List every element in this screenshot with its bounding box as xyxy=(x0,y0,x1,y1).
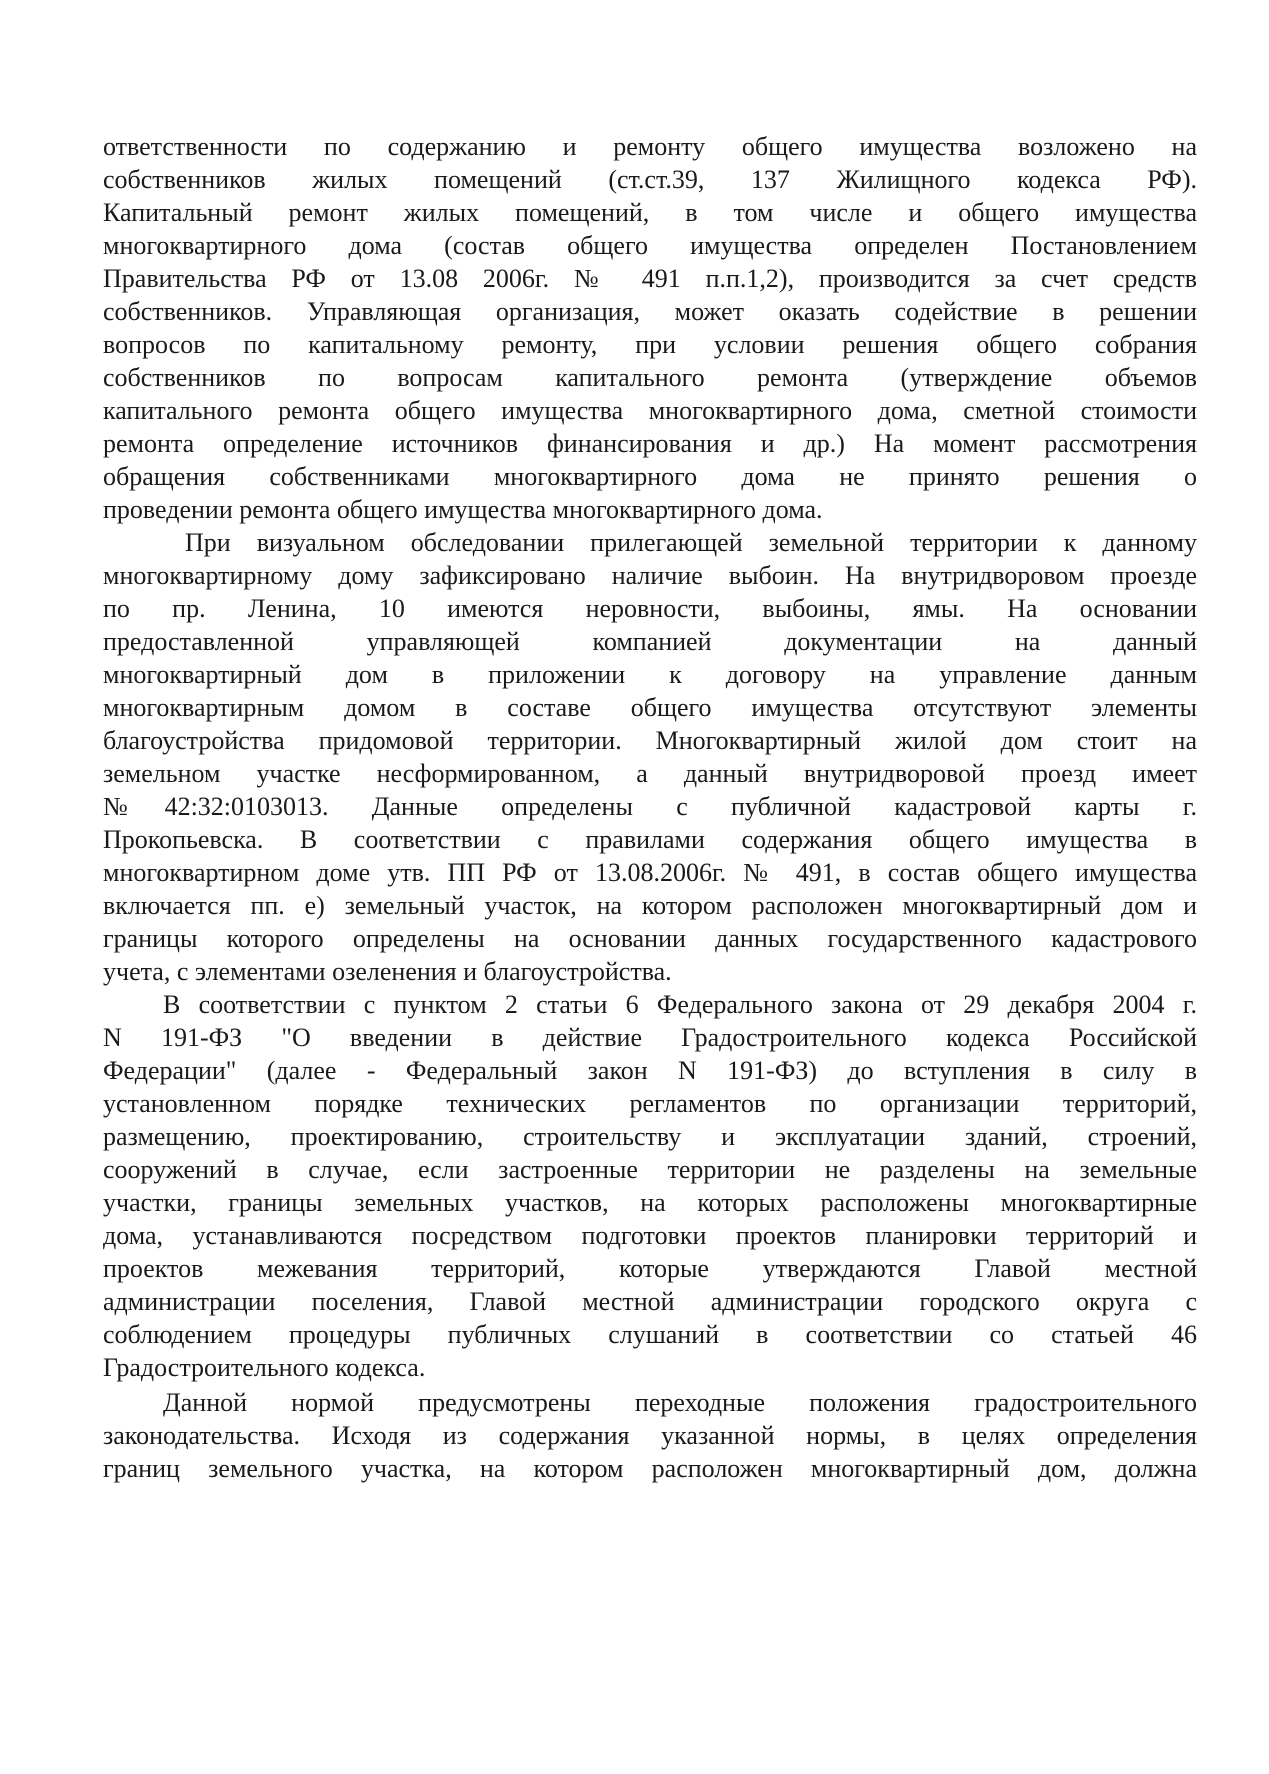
text-line: Федерации" (далее - Федеральный закон N 191-ФЗ) до вступления в силу в xyxy=(103,1056,1197,1085)
text-line: собственников. Управляющая организация, может оказать содействие в решении xyxy=(103,297,1197,326)
text-line: по пр. Ленина, 10 имеются неровности, выбоины, ямы. На основании xyxy=(103,594,1197,623)
paragraph xyxy=(103,526,1197,988)
text-line: При визуальном обследовании прилегающей земельной территории к данному xyxy=(185,528,1197,557)
text-line: многоквартирного дома (состав общего имущества определен Постановлением xyxy=(103,231,1197,260)
text-line: собственников по вопросам капитального ремонта (утверждение объемов xyxy=(103,363,1197,392)
text-line: дома, устанавливаются посредством подготовки проектов планировки территорий и xyxy=(103,1221,1197,1250)
document-page xyxy=(103,130,1197,1485)
text-line: Прокопьевска. В соответствии с правилами содержания общего имущества в xyxy=(103,825,1197,854)
text-line: многоквартирным домом в составе общего имущества отсутствуют элементы xyxy=(103,693,1197,722)
text-line: проектов межевания территорий, которые утверждаются Главой местной xyxy=(103,1254,1197,1283)
text-line: многоквартирному дому зафиксировано наличие выбоин. На внутридворовом проезде xyxy=(103,561,1197,590)
paragraph xyxy=(103,1386,1197,1485)
text-line: собственников жилых помещений (ст.ст.39, 137 Жилищного кодекса РФ). xyxy=(103,165,1197,194)
text-line: границ земельного участка, на котором расположен многоквартирный дом, должна xyxy=(103,1454,1197,1483)
paragraph xyxy=(103,988,1197,1384)
text-line: размещению, проектированию, строительству и эксплуатации зданий, строений, xyxy=(103,1122,1197,1151)
text-line: проведении ремонта общего имущества многоквартирного дома. xyxy=(103,495,823,524)
text-line: сооружений в случае, если застроенные территории не разделены на земельные xyxy=(103,1155,1197,1184)
text-line: В соответствии с пунктом 2 статьи 6 Федерального закона от 29 декабря 2004 г. xyxy=(163,990,1197,1019)
text-line: учета, с элементами озеленения и благоустройства. xyxy=(103,957,672,986)
text-line: ремонта определение источников финансирования и др.) На момент рассмотрения xyxy=(103,429,1197,458)
text-line: многоквартирном доме утв. ПП РФ от 13.08.2006г. № 491, в состав общего имущества xyxy=(103,858,1197,887)
paragraph xyxy=(103,130,1197,526)
text-line: предоставленной управляющей компанией документации на данный xyxy=(103,627,1197,656)
text-line: включается пп. е) земельный участок, на котором расположен многоквартирный дом и xyxy=(103,891,1197,920)
text-line: №42:32:0103013. Данные определены с публичной кадастровой карты г. xyxy=(103,792,1197,821)
text-line: установленном порядке технических регламентов по организации территорий, xyxy=(103,1089,1197,1118)
text-line: N 191-ФЗ "О введении в действие Градостроительного кодекса Российской xyxy=(103,1023,1197,1052)
text-line: земельном участке несформированном, а данный внутридворовой проезд имеет xyxy=(103,759,1197,788)
text-line: вопросов по капитальному ремонту, при условии решения общего собрания xyxy=(103,330,1197,359)
text-line: администрации поселения, Главой местной администрации городского округа с xyxy=(103,1287,1197,1316)
text-line: Капитальный ремонт жилых помещений, в том числе и общего имущества xyxy=(103,198,1197,227)
text-line: Градостроительного кодекса. xyxy=(103,1353,426,1382)
text-line: капитального ремонта общего имущества многоквартирного дома, сметной стоимости xyxy=(103,396,1197,425)
text-line: соблюдением процедуры публичных слушаний в соответствии со статьей 46 xyxy=(103,1320,1197,1349)
text-line: законодательства. Исходя из содержания указанной нормы, в целях определения xyxy=(103,1421,1197,1450)
text-line: участки, границы земельных участков, на которых расположены многоквартирные xyxy=(103,1188,1197,1217)
text-line: ответственности по содержанию и ремонту общего имущества возложено на xyxy=(103,132,1197,161)
text-line: Данной нормой предусмотрены переходные положения градостроительного xyxy=(163,1388,1197,1417)
text-line: многоквартирный дом в приложении к договору на управление данным xyxy=(103,660,1197,689)
text-line: благоустройства придомовой территории. Многоквартирный жилой дом стоит на xyxy=(103,726,1197,755)
text-line: Правительства РФ от 13.08 2006г. № 491 п.п.1,2), производится за счет средств xyxy=(103,264,1197,293)
text-line: границы которого определены на основании данных государственного кадастрового xyxy=(103,924,1197,953)
text-line: обращения собственниками многоквартирного дома не принято решения о xyxy=(103,462,1197,491)
